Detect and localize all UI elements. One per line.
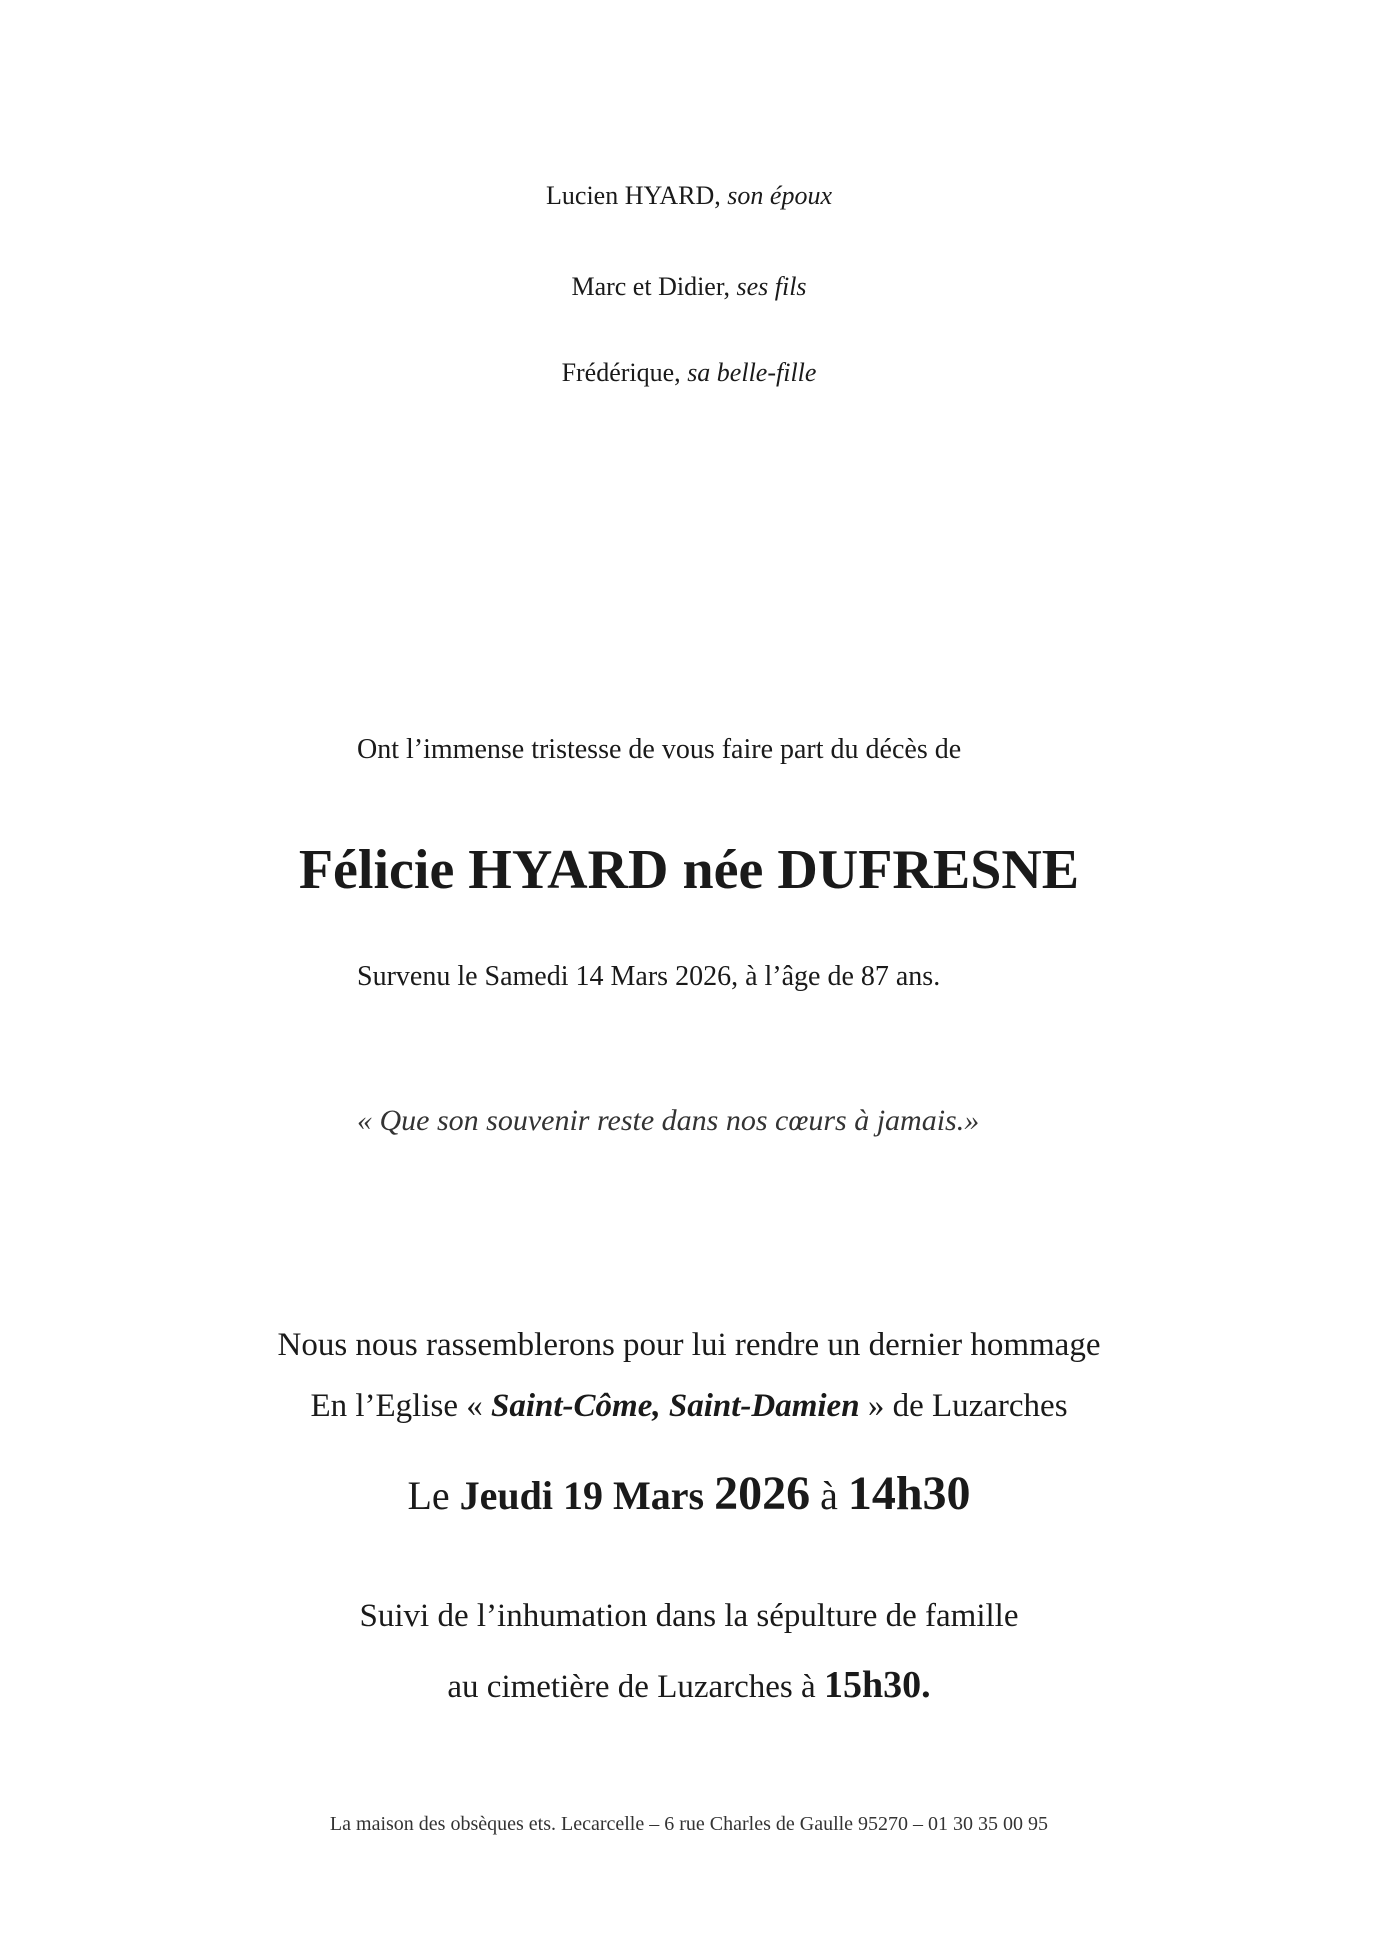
ceremony-connector: à [820, 1473, 838, 1518]
death-info: Survenu le Samedi 14 Mars 2026, à l’âge de 87 ans. [357, 961, 941, 992]
family-line-2 [0, 272, 1378, 302]
church-name: Saint-Côme, Saint-Damien [491, 1388, 860, 1424]
burial-line-1: Suivi de l’inhumation dans la sépulture de famille [359, 1598, 1019, 1634]
family-relation: son époux [727, 181, 832, 210]
family-name: Lucien HYARD, [546, 181, 721, 210]
funeral-home-footer: La maison des obsèques ets. Lecarcelle – 6 rue Charles de Gaulle 95270 – 01 30 35 00 95 [329, 1813, 1049, 1835]
gathering-line-2 [0, 1388, 1378, 1425]
deceased-name: Félicie HYARD née DUFRESNE [298, 839, 1080, 901]
church-suffix: » de Luzarches [859, 1388, 1068, 1424]
church-prefix: En l’Eglise « [310, 1388, 491, 1424]
ceremony-prefix: Le [407, 1473, 460, 1518]
ceremony-year: 2026 [714, 1467, 811, 1520]
family-name: Frédérique, [561, 358, 681, 387]
ceremony-time: 14h30 [847, 1467, 971, 1520]
family-line-3 [0, 358, 1378, 388]
burial-time: 15h30. [823, 1664, 931, 1706]
family-name: Marc et Didier, [571, 272, 730, 301]
family-relation: sa belle-fille [687, 358, 817, 387]
family-line-1 [0, 181, 1378, 211]
gathering-line-1: Nous nous rassemblerons pour lui rendre un dernier hommage [277, 1327, 1101, 1363]
burial-line-2 [0, 1663, 1378, 1707]
burial-prefix: au cimetière de Luzarches à [447, 1669, 824, 1705]
ceremony-datetime [0, 1466, 1378, 1521]
announcement-intro: Ont l’immense tristesse de vous faire part du décès de [357, 734, 962, 765]
memorial-quote: « Que son souvenir reste dans nos cœurs à jamais.» [357, 1104, 980, 1137]
ceremony-day: Jeudi 19 Mars [459, 1473, 705, 1518]
family-relation: ses fils [736, 272, 807, 301]
